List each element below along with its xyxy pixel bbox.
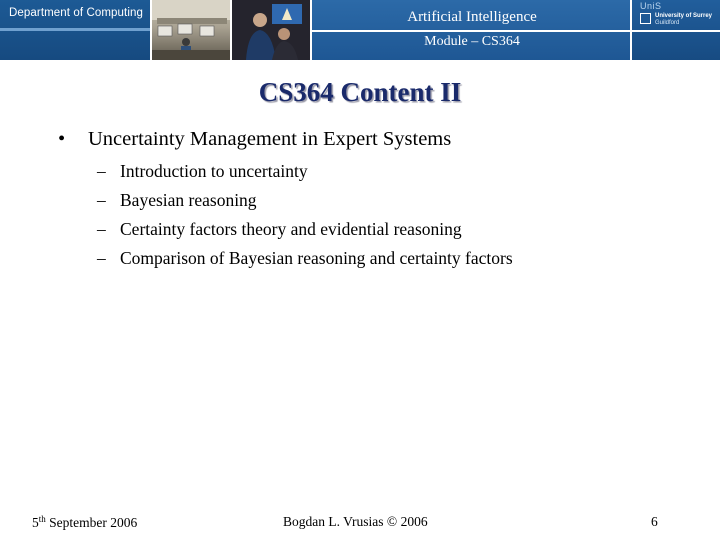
footer-author: Bogdan L. Vrusias © 2006 (283, 514, 428, 529)
module-code: Module – CS364 (424, 34, 520, 49)
sub-bullet-item (97, 161, 513, 190)
date-day: 5 (32, 515, 39, 530)
dash-marker: – (97, 248, 106, 268)
people-photo-image (232, 0, 310, 60)
university-brand: UniS (640, 1, 662, 11)
department-name: Department of Computing (9, 7, 143, 19)
people-at-screen-photo (230, 0, 310, 60)
sub-bullet-text: Bayesian reasoning (120, 190, 257, 210)
course-title: Artificial Intelligence (407, 9, 537, 25)
date-rest: September 2006 (45, 515, 138, 530)
date-suffix: th (38, 514, 46, 524)
title-divider (312, 30, 632, 32)
sub-bullet-text: Comparison of Bayesian reasoning and certainty factors (120, 248, 513, 268)
sub-bullet-list (97, 161, 513, 277)
slide-title: CS364 Content II (258, 77, 462, 107)
main-bullet-text: Uncertainty Management in Expert Systems (88, 128, 452, 150)
sub-bullet-item (97, 248, 513, 277)
lab-photo-image (152, 0, 230, 60)
dash-marker: – (97, 190, 106, 210)
sub-bullet-text: Introduction to uncertainty (120, 161, 308, 181)
university-crest-icon (640, 13, 651, 24)
sub-bullet-item (97, 190, 513, 219)
bullet-marker: • (58, 128, 66, 150)
course-title-box (310, 0, 630, 60)
university-logo (630, 0, 720, 60)
dash-marker: – (97, 161, 106, 181)
header-banner (0, 0, 720, 60)
department-logo (0, 0, 150, 60)
sub-bullet-item (97, 219, 513, 248)
dash-marker: – (97, 219, 106, 239)
university-name: University of Surrey (655, 13, 713, 19)
university-divider (632, 30, 720, 32)
university-location: Guildford (655, 20, 680, 26)
footer-date (32, 514, 137, 531)
lab-photo (150, 0, 230, 60)
department-rule (0, 28, 150, 31)
main-bullet (58, 128, 451, 151)
page-number: 6 (651, 514, 658, 529)
sub-bullet-text: Certainty factors theory and evidential reasoning (120, 219, 462, 239)
